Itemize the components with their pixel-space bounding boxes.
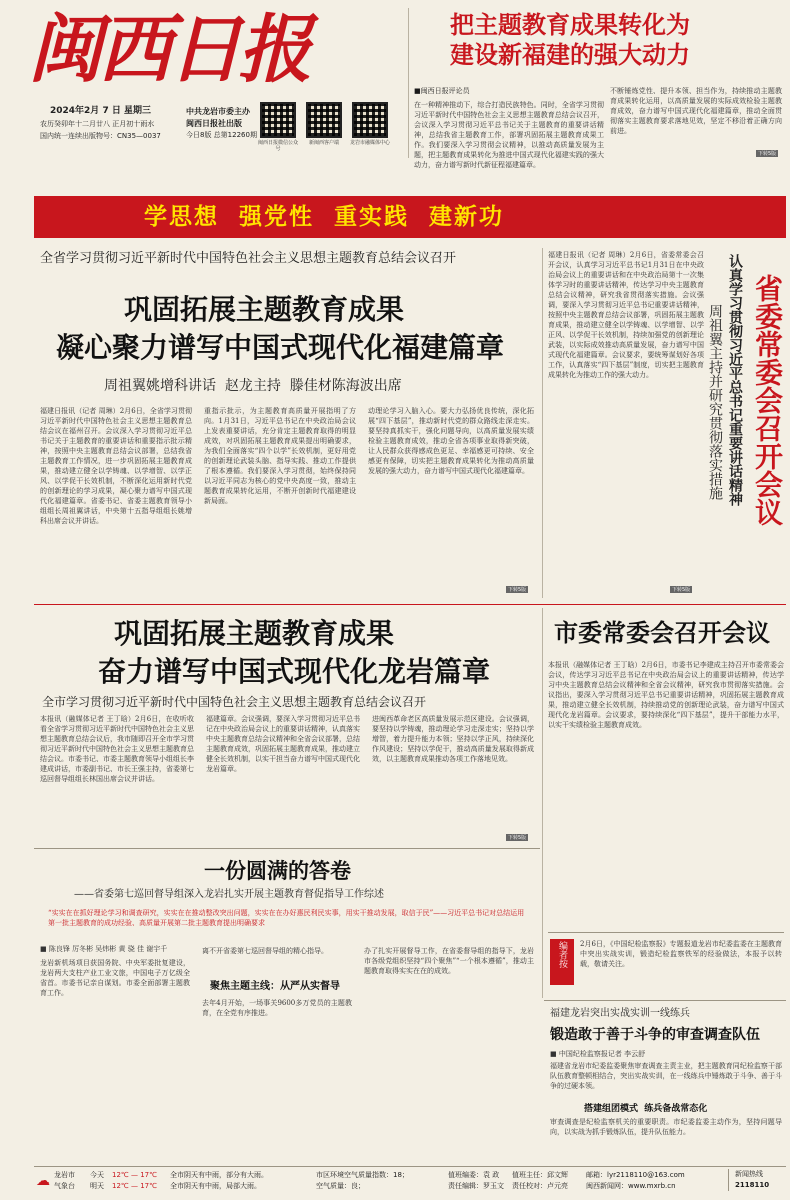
footer-city: 龙岩市 — [54, 1171, 75, 1179]
second-story-continued[interactable]: 下转5版 — [508, 835, 527, 841]
second-side-divider — [542, 608, 543, 998]
discipline-story-body: 福建省龙岩市纪委监委聚焦审查调查主责主业，把主题教育同纪检监察干部队伍教育整顿相结合，突出实战实训，在一线练兵中锤炼敢于斗争、善于斗争的过硬本领。 — [550, 1062, 782, 1090]
second-story-title-2: 奋力谱写中国式现代化龙岩篇章 — [98, 655, 491, 688]
masthead-logo: 闽西日报 — [28, 7, 308, 93]
editor-note — [548, 932, 784, 992]
slogan-text: 学思想 强党性 重实践 建新功 — [144, 204, 505, 230]
answer-story-col3: 办了扎实开展督导工作，在省委督导组的指导下，龙岩市各级党组织坚持“四个聚焦”“一个根本遵循”，推动主题教育取得实实在在的成效。 — [364, 947, 534, 975]
masthead-divider — [408, 8, 409, 158]
answer-story-col2: 离不开省委第七巡回督导组的精心指导。 — [202, 947, 328, 955]
side-story-municipal — [544, 610, 786, 998]
editor-note-label: 编者按 — [550, 939, 574, 985]
answer-story — [34, 852, 540, 1164]
qr-code-media-center[interactable] — [352, 102, 388, 138]
lead-story-title-1: 巩固拓展主题教育成果 — [124, 293, 405, 326]
masthead-cn: 国内统一连续出版物号：CN35—0037 — [40, 132, 161, 140]
top-headline-title-1: 把主题教育成果转化为 — [450, 10, 690, 39]
footer-hotline: 2118110 — [735, 1181, 770, 1189]
side-story-municipal-title: 市委常委会召开会议 — [554, 618, 770, 647]
masthead-pages: 今日8版 总第12260期 — [186, 131, 257, 139]
footer-tomorrow-temp: 12℃ — 17℃ — [112, 1182, 157, 1190]
discipline-story-section-title: 搭建组团模式 练兵备战常态化 — [584, 1104, 708, 1114]
footer-weather-icon: ☁ — [36, 1173, 50, 1189]
side-story-municipal-body: 本报讯（融媒体记者 王丁晗）2月6日，市委书记李建成主持召开市委常委会会议，传达学习习近平总书记在中央政治局会议上的重要讲话精神，传达学习中央主题教育总结会议精神和全省会议精神，研究我市贯彻落实措施。会议指出，要深入学习贯彻习近平总书记重要讲话精神，巩固拓展主题教育成果，推动建立健全长效机制，持续推动党的创新理论武装，奋力谱写中国式现代化龙岩篇章。会议要求，要持续深化“四下基层”，提升干部能力水平，以实干实绩检验主题教育成效。 — [548, 661, 784, 729]
side-story-provincial-title: 省委常委会召开会议 — [751, 274, 784, 526]
footer-designer-name-2: 卢元亮 — [547, 1182, 568, 1190]
qr-label-media-center: 龙岩市融媒体中心 — [349, 140, 390, 146]
masthead-lunar: 农历癸卯年十二月廿八 正月初十雨水 — [40, 120, 155, 128]
footer-designer-label-1: 值班主任： — [512, 1171, 547, 1179]
lead-story-kicker: 全省学习贯彻习近平新时代中国特色社会主义思想主题教育总结会议召开 — [40, 251, 457, 266]
footer-designers — [512, 1170, 568, 1192]
footer-hotline-label: 新闻热线 — [735, 1170, 763, 1178]
masthead-date: 2024年2月 7 日 星期三 — [50, 106, 151, 116]
footer-editor-name-1: 袁 政 — [483, 1171, 500, 1179]
discipline-story-byline: ■ 中国纪检监察报记者 李云舒 — [550, 1050, 646, 1058]
footer-editor-label-2: 责任编辑： — [448, 1182, 483, 1190]
answer-story-byline: ■ 陈良锋 厉冬彬 吴炜彬 黄 骁 佳 谢宇千 — [40, 945, 168, 953]
footer-today-temp: 12℃ — 17℃ — [112, 1171, 157, 1179]
qr-code-app[interactable] — [306, 102, 342, 138]
second-story-col3: 进闽西革命老区高质量发展示范区建设。会议强调，要坚持以学铸魂，推动理论学习走深走实；坚持以学增智，着力提升能力本领；坚持以学正风，持续深化作风建设；坚持以学促干，推动高质量发展取得新成效，以主题教育成果推动各项工作落地见效。 — [372, 715, 534, 763]
lead-story-title-2: 凝心聚力谱写中国式现代化福建篇章 — [56, 331, 505, 364]
answer-story-subtitle: ——省委第七巡回督导组深入龙岩扎实开展主题教育督促指导工作综述 — [74, 889, 384, 900]
footer-designer-name-1: 邱文辉 — [547, 1171, 568, 1179]
top-headline-text-right: 不断锤炼党性、提升本领、担当作为，持续推动主题教育成果转化运用，以高质量发展的实际成效检验主题教育成效，奋力谱写中国式现代化福建篇章，推动全面贯彻落实主题教育要求落地见效，坚定不移沿着正确方向前进。 — [610, 87, 782, 135]
footer-tomorrow-label: 明天 — [90, 1182, 104, 1190]
side-story-provincial-body: 福建日报讯（记者 周琳）2月6日，省委常委会召开会议，认真学习习近平总书记1月31日在中央政治局会议上的重要讲话和在中央政治局第十一次集体学习时的重要讲话精神，传达学习中央主题教育总结会议精神，研究我省贯彻落实措施。会议强调，要深入学习贯彻习近平总书记重要讲话精神，按照中央主题教育总结会议部署，巩固拓展主题教育成果，推动建立健全以学铸魂、以学增智、以学正风、以学促干长效机制，持续加强党的创新理论武装，以实际成效推动高质量发展，奋力谱写中国式现代化福建篇章。会议要求，要统筹谋划好各项工作，认真落实“四下基层”制度，切实把主题教育成果转化为推动工作的强大动力。 — [548, 251, 704, 379]
lead-side-divider — [542, 248, 543, 598]
footer-editor-name-2: 罗玉文 — [483, 1182, 504, 1190]
footer — [34, 1166, 786, 1196]
top-headline-continued[interactable]: 下转5版 — [758, 151, 777, 157]
lead-story-col3: 动理论学习入脑入心。要大力弘扬优良传统，深化拓展“四下基层”，推动新时代党的群众路线走深走实。要坚持真抓实干，强化问题导向，以高质量发展实绩检验主题教育成效，推动全省各项事业取得新突破，让人民群众获得感成色更足、幸福感更可持续、安全感更有保障，切实把主题教育成果转化为推动高质量发展的强大动力，奋力谱写中国式现代化福建篇章。 — [368, 407, 534, 475]
top-headline-text-left: 在一种精神推动下，综合打造民族特色。同时，全省学习贯彻习近平新时代中国特色社会主义思想主题教育总结会议召开，会议深入学习贯彻习近平总书记关于主题教育的重要讲话精神，总结我省主题教育工作，部署巩固拓展主题教育成果工作。我们要深入学习贯彻会议精神，以推动高质量发展为主题，把主题教育成果转化为推进中国式现代化福建实践的强大动力，奋力谱写新时代新征程福建篇章。 — [414, 101, 604, 169]
second-story-col1: 本报讯（融媒体记者 王丁晗）2月6日，在收听收看全省学习贯彻习近平新时代中国特色社会主义思想主题教育总结会议后，我市随即召开全市学习贯彻习近平新时代中国特色社会主义思想主题教育总结会议。市委书记、市委主题教育领导小组组长李建成讲话，市委副书记、市长王强主持，省委第七巡回督导组组长林国出席会议并讲话。 — [40, 715, 194, 783]
answer-story-col1: 龙岩新机场项目获国务院、中央军委批复建设，龙岩两大支柱产业工业文旅，中国电子万亿级全省首。市委书记亲自谋划。市委全面部署主题教育工作。 — [40, 959, 190, 997]
lead-story — [34, 244, 540, 602]
footer-air-quality — [316, 1170, 409, 1192]
editor-note-text: 2月6日，《中国纪检监察报》专题报道龙岩市纪委监委在主题教育中突出实战实训，锻造纪检监察铁军的经验做法，本报予以转载，敬请关注。 — [580, 940, 782, 968]
lead-story-col2: 重指示批示，为主题教育高质量开展指明了方向。1月31日，习近平总书记在中央政治局会议上发表重要讲话，充分肯定主题教育取得的明显成效，对巩固拓展主题教育成果提出明确要求，为我们全面落实“四个以学”长效机制，更好用党的创新理论武装头脑、指导实践、推动工作提供了根本遵循。我们要深入学习贯彻，始终保持同以习近平同志为核心的党中央高度一致，推动主题教育成果转化运用，不断开创新时代福建建设新局面。 — [204, 407, 356, 505]
slogan-banner — [34, 196, 786, 238]
qr-label-app: 新闽西客户端 — [308, 140, 339, 146]
footer-today-label: 今天 — [90, 1171, 104, 1179]
discipline-story-title: 锻造敢于善于斗争的审查调查队伍 — [550, 1027, 760, 1043]
qr-label-wechat: 闽西日报微信公众号 — [257, 140, 298, 152]
second-story-title-1: 巩固拓展主题教育成果 — [114, 617, 395, 650]
answer-story-title: 一份圆满的答卷 — [204, 858, 351, 883]
masthead-sponsor: 中共龙岩市委主办 — [186, 107, 250, 116]
discipline-story — [544, 1000, 786, 1164]
side-story-provincial — [544, 244, 790, 602]
footer-editors — [448, 1170, 504, 1192]
side-story-provincial-continued[interactable]: 下转5版 — [672, 587, 691, 593]
top-headline-byline: ■闽西日报评论员 — [414, 87, 470, 95]
second-bottom-rule — [34, 848, 540, 849]
answer-story-col2b: 去年4月开始，一场事关9600多万党员的主题教育，在全党有序推进。 — [202, 999, 352, 1017]
footer-tomorrow-desc: 全市阴天有中雨，局部大雨。 — [170, 1182, 261, 1190]
footer-weather-label: 气象台 — [54, 1182, 75, 1190]
second-story-subtitle: 全市学习贯彻习近平新时代中国特色社会主义思想主题教育总结会议召开 — [42, 695, 427, 709]
footer-website[interactable]: 闽西新闻网：www.mxrb.cn — [586, 1182, 676, 1190]
footer-editor-label-1: 值班编委： — [448, 1171, 483, 1179]
second-story-col2: 福建篇章。会议强调，要深入学习贯彻习近平总书记在中央政治局会议上的重要讲话精神，认真落实中央主题教育总结会议精神和全省会议部署，总结主题教育成效，巩固拓展主题教育成果，推动建立健全长效机制，以实干担当奋力谱写中国式现代化龙岩篇章。 — [206, 715, 360, 773]
lead-story-subtitle: 周祖翼姚增科讲话 赵龙主持 滕佳材陈海波出席 — [104, 378, 402, 394]
footer-contact — [586, 1170, 685, 1192]
footer-air-grade: 空气质量：良； — [316, 1182, 365, 1190]
lead-story-continued[interactable]: 下转5版 — [508, 587, 527, 593]
top-headline-title-2: 建设新福建的强大动力 — [450, 40, 690, 69]
second-story — [34, 610, 540, 846]
side-story-provincial-subtitle2: 周祖翼主持并研究贯彻落实措施 — [707, 304, 723, 500]
side-story-provincial-subtitle: 认真学习贯彻习近平总书记重要讲话精神 — [727, 254, 743, 506]
footer-hotline-box — [728, 1169, 769, 1191]
masthead-publisher: 闽西日报社出版 — [186, 119, 242, 128]
discipline-story-body2: 审查调查是纪检监察机关的重要职责。市纪委监委主动作为，坚持问题导向，以实战为抓手锻炼队伍，提升队伍能力。 — [550, 1118, 782, 1136]
footer-email[interactable]: 邮箱：lyr2118110@163.com — [586, 1171, 685, 1179]
qr-code-wechat[interactable] — [260, 102, 296, 138]
top-headline — [408, 4, 786, 169]
discipline-story-kicker: 福建龙岩突出实战实训一线练兵 — [550, 1008, 690, 1019]
footer-air-index: 市区环境空气质量指数：18； — [316, 1171, 409, 1179]
lead-story-col1: 福建日报讯（记者 周琳）2月6日，全省学习贯彻习近平新时代中国特色社会主义思想主题教育总结会议在福州召开。会议深入学习贯彻习近平总书记关于主题教育的重要讲话和重要指示批示精神，按照中央主题教育总结会议部署，总结我省主题教育工作情况，进一步巩固拓展主题教育成果，推动建立健全以学铸魂、以学增智、以学正风、以学促干长效机制，不断深化运用新时代党的创新理论的学习成果，凝心聚力谱写中国式现代化福建篇章。省委书记、省委主题教育领导小组组长周祖翼讲话，中央第十五指导组组长姚增科出席会议并讲话。 — [40, 407, 192, 525]
lead-bottom-rule — [34, 604, 786, 605]
answer-story-quote: “实实在在抓好理论学习和调查研究，实实在在推动整改突出问题，实实在在办好惠民利民实事，用实干推动发展，取信于民”——习近平总书记对总结运用第一批主题教育的成功经验、高质量开展第二批主题教育提出明确要求 — [48, 909, 525, 927]
answer-story-section-title: 聚焦主题主线：从严从实督导 — [210, 981, 340, 992]
footer-designer-label-2: 责任校对： — [512, 1182, 547, 1190]
footer-today-desc: 全市阴天有中雨，部分有大雨。 — [170, 1171, 268, 1179]
